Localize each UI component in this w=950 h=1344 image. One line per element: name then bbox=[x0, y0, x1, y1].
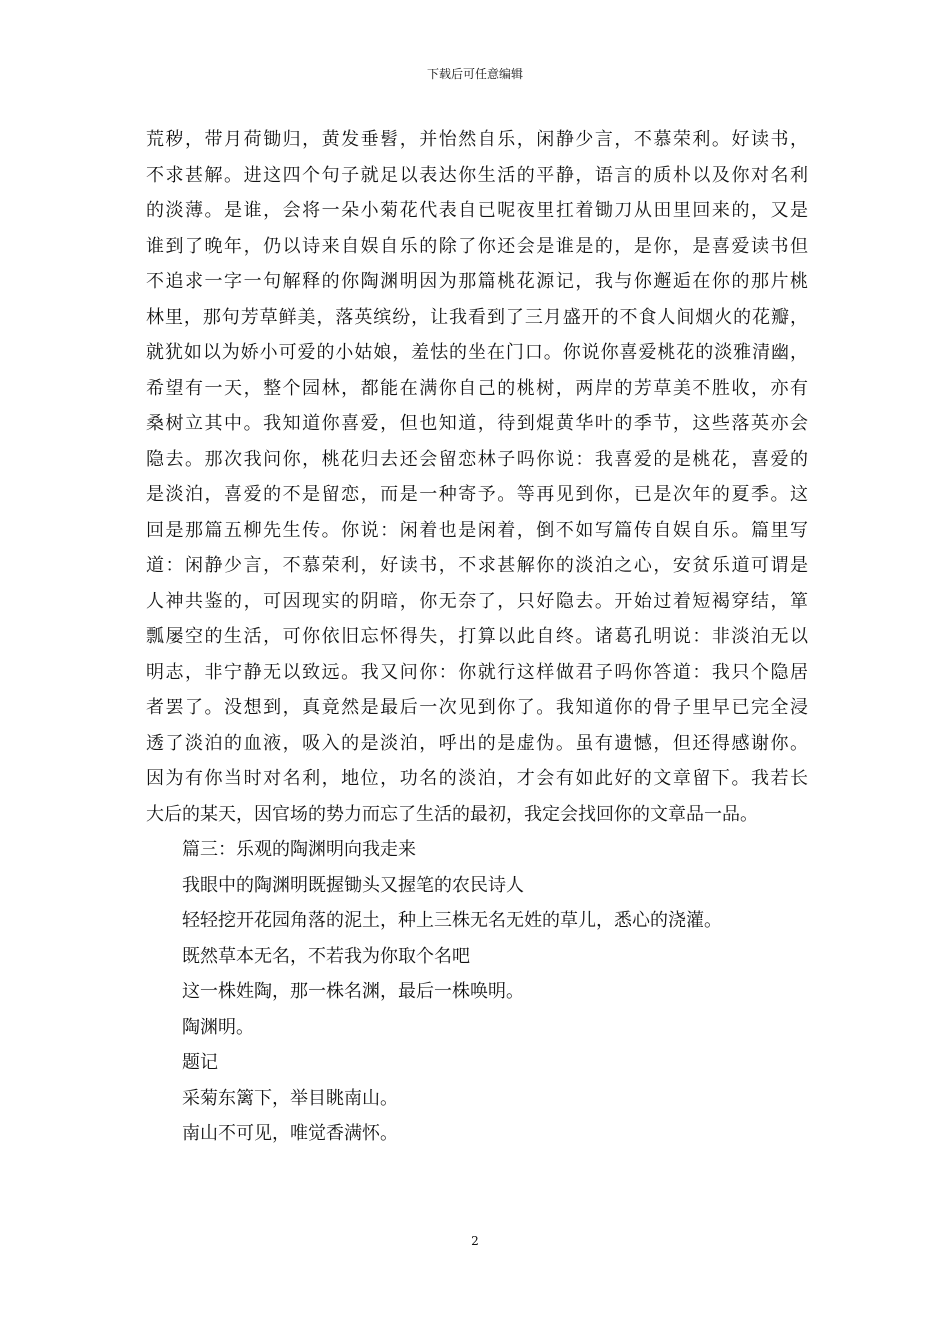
paragraph-line: 道：闲静少言，不慕荣利，好读书，不求甚解你的淡泊之心，安贫乐道可谓是 bbox=[146, 555, 808, 576]
paragraph-line: 就犹如以为娇小可爱的小姑娘，羞怯的坐在门口。你说你喜爱桃花的淡雅清幽， bbox=[146, 342, 808, 363]
paragraph-line: 不求甚解。进这四个句子就足以表达你生活的平静，语言的质朴以及你对名利 bbox=[146, 164, 808, 186]
paragraph-line: 透了淡泊的血液，吸入的是淡泊，呼出的是虚伪。虽有遗憾，但还得感谢你。 bbox=[146, 732, 808, 754]
poem-line: 陶渊明。 bbox=[182, 1016, 254, 1038]
paragraph-line: 隐去。那次我问你，桃花归去还会留恋林子吗你说：我喜爱的是桃花，喜爱的 bbox=[146, 448, 808, 470]
paragraph-line: 不追求一字一句解释的你陶渊明因为那篇桃花源记，我与你邂逅在你的那片桃 bbox=[146, 271, 808, 292]
paragraph-line: 林里，那句芳草鲜美，落英缤纷，让我看到了三月盛开的不食人间烟火的花瓣， bbox=[146, 306, 808, 328]
paragraph-line: 桑树立其中。我知道你喜爱，但也知道，待到焜黄华叶的季节，这些落英亦会 bbox=[146, 413, 808, 434]
poem-line: 南山不可见，唯觉香满怀。 bbox=[182, 1123, 398, 1144]
paragraph-line: 大后的某天，因官场的势力而忘了生活的最初，我定会找回你的文章品一品。 bbox=[146, 803, 758, 825]
page-header: 下载后可任意编辑 bbox=[426, 67, 523, 81]
poem-line: 这一株姓陶，那一株名渊，最后一株唤明。 bbox=[182, 981, 524, 1002]
poem-line: 我眼中的陶渊明既握锄头又握笔的农民诗人 bbox=[182, 874, 524, 896]
section-heading: 篇三：乐观的陶渊明向我走来 bbox=[182, 839, 416, 860]
paragraph-line: 明志，非宁静无以致远。我又问你：你就行这样做君子吗你答道：我只个隐居 bbox=[146, 661, 808, 683]
paragraph-line: 因为有你当时对名利，地位，功名的淡泊，才会有如此好的文章留下。我若长 bbox=[146, 768, 808, 789]
poem-line: 采菊东篱下，举目眺南山。 bbox=[182, 1087, 398, 1109]
poem-line: 轻轻挖开花园角落的泥土，种上三株无名无姓的草儿，悉心的浇灌。 bbox=[182, 910, 722, 931]
paragraph-line: 者罢了。没想到，真竟然是最后一次见到你了。我知道你的骨子里早已完全浸 bbox=[146, 697, 808, 718]
paragraph-line: 荒秽，带月荷锄归，黄发垂髫，并怡然自乐，闲静少言，不慕荣利。好读书， bbox=[146, 129, 808, 150]
poem-line: 既然草本无名，不若我为你取个名吧 bbox=[182, 945, 470, 967]
paragraph-line: 谁到了晚年，仍以诗来自娱自乐的除了你还会是谁是的，是你，是喜爱读书但 bbox=[146, 235, 808, 257]
paragraph-line: 的淡薄。是谁，会将一朵小菊花代表自已呢夜里扛着锄刀从田里回来的，又是 bbox=[146, 200, 808, 221]
paragraph-line: 是淡泊，喜爱的不是留恋，而是一种寄予。等再见到你，已是次年的夏季。这 bbox=[146, 484, 808, 505]
page-number: 2 bbox=[471, 1234, 479, 1248]
paragraph-line: 希望有一天，整个园林，都能在满你自己的桃树，两岸的芳草美不胜收，亦有 bbox=[146, 377, 808, 399]
document-body bbox=[146, 122, 808, 1152]
paragraph-line: 回是那篇五柳先生传。你说：闲着也是闲着，倒不如写篇传自娱自乐。篇里写 bbox=[146, 519, 808, 541]
epigraph-label: 题记 bbox=[182, 1052, 218, 1073]
paragraph-line: 人神共鉴的，可因现实的阴暗，你无奈了，只好隐去。开始过着短褐穿结，箪 bbox=[146, 590, 808, 612]
paragraph-line: 瓢屡空的生活，可你依旧忘怀得失，打算以此自终。诸葛孔明说：非淡泊无以 bbox=[146, 626, 808, 647]
